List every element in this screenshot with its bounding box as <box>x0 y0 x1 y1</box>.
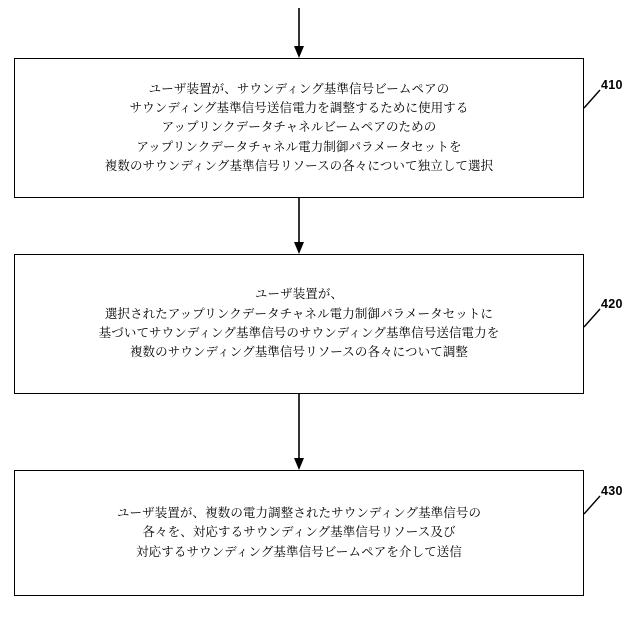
connector-entry-to-410 <box>294 8 304 58</box>
leader-line-430 <box>584 496 600 514</box>
process-box-410[interactable] <box>14 58 584 198</box>
reference-numeral-430: 430 <box>601 484 623 498</box>
process-box-420[interactable] <box>14 254 584 394</box>
leader-line-420 <box>584 309 600 327</box>
leader-line-410 <box>584 90 600 108</box>
reference-numeral-410: 410 <box>601 78 623 92</box>
process-box-410-text: ユーザ装置が、サウンディング基準信号ビームペアの サウンディング基準信号送信電力を調整するために使用する アップリンクデータチャネルビームペアのための アップリンクデータチャネル電力制御パラメータセットを 複数のサウンディング基準信号リソースの各々について独立して選択 <box>104 81 494 174</box>
connector-420-to-430 <box>294 394 304 470</box>
process-box-430-text: ユーザ装置が、複数の電力調整されたサウンディング基準信号の 各々を、対応するサウンディング基準信号リソース及び 対応するサウンディング基準信号ビームペアを介して送信 <box>116 505 482 559</box>
reference-numeral-420: 420 <box>601 297 623 311</box>
connector-410-to-420 <box>294 198 304 254</box>
process-box-420-text: ユーザ装置が、 選択されたアップリンクデータチャネル電力制御パラメータセットに 基づいてサウンディング基準信号のサウンディング基準信号送信電力を 複数のサウンディング基準信号リソースの各々について調整 <box>98 287 500 360</box>
process-box-430[interactable] <box>14 470 584 596</box>
